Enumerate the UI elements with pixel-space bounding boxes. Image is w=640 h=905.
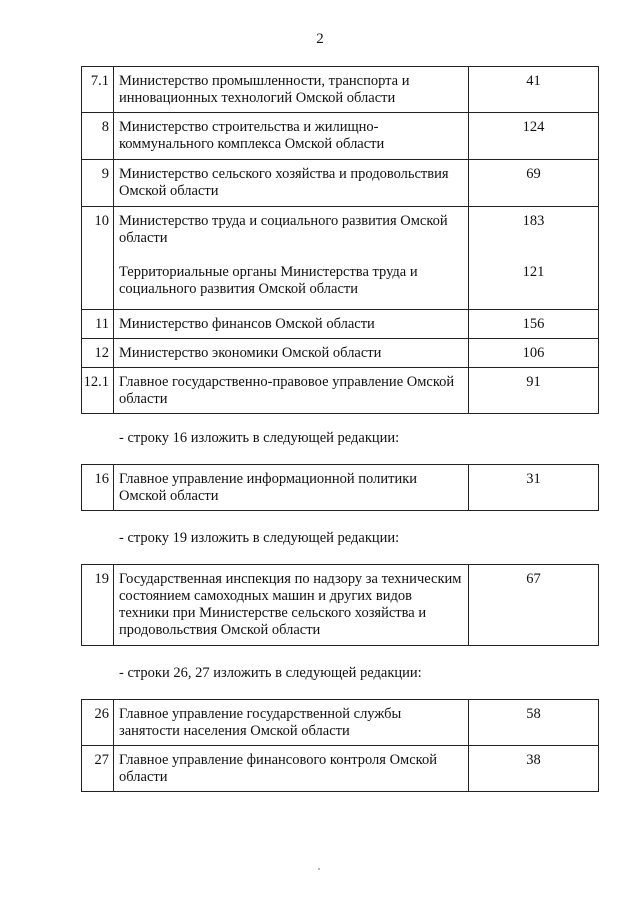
row-number: 16 [82, 465, 114, 511]
row-name: Министерство труда и социального развития Омской области [119, 213, 448, 246]
row-number: 10 [82, 207, 114, 310]
instruction-row-19: - строку 19 изложить в следующей редакции: [119, 530, 400, 546]
row-value: 124 [469, 113, 599, 160]
table-row [82, 207, 599, 310]
instruction-rows-26-27: - строки 26, 27 изложить в следующей редакции: [119, 665, 422, 681]
table-row-19 [81, 564, 599, 646]
row-name-group [114, 207, 469, 310]
row-value: 41 [469, 67, 599, 113]
row-number: 26 [82, 700, 114, 746]
table-rows-26-27 [81, 699, 599, 792]
table-row [82, 746, 599, 792]
table-main [81, 66, 599, 414]
instruction-row-16: - строку 16 изложить в следующей редакции: [119, 430, 400, 446]
table-row [82, 565, 599, 646]
table-row [82, 465, 599, 511]
table-row-16 [81, 464, 599, 511]
row-name: Главное управление финансового контроля Омской области [114, 746, 469, 792]
row-subname: Территориальные органы Министерства труда и социального развития Омской области [119, 264, 418, 297]
row-value: 156 [469, 310, 599, 339]
row-value: 91 [469, 368, 599, 414]
table-row [82, 113, 599, 160]
table-row [82, 368, 599, 414]
row-value: 69 [469, 160, 599, 207]
row-number: 12.1 [82, 368, 114, 414]
row-name: Министерство промышленности, транспорта и инновационных технологий Омской области [114, 67, 469, 113]
row-name: Главное управление государственной службы занятости населения Омской области [114, 700, 469, 746]
row-value: 31 [469, 465, 599, 511]
row-number: 12 [82, 339, 114, 368]
row-number: 19 [82, 565, 114, 646]
row-name: Министерство строительства и жилищно-коммунального комплекса Омской области [114, 113, 469, 160]
row-name: Главное управление информационной политики Омской области [114, 465, 469, 511]
page-number: 2 [316, 31, 324, 47]
row-value: 106 [469, 339, 599, 368]
row-value: 38 [469, 746, 599, 792]
table-row [82, 339, 599, 368]
table-row [82, 67, 599, 113]
table-row [82, 700, 599, 746]
row-name: Министерство экономики Омской области [114, 339, 469, 368]
row-number: 7.1 [82, 67, 114, 113]
row-value-group [469, 207, 599, 310]
table-row [82, 160, 599, 207]
row-name: Министерство сельского хозяйства и продовольствия Омской области [114, 160, 469, 207]
row-name: Главное государственно-правовое управление Омской области [114, 368, 469, 414]
row-number: 9 [82, 160, 114, 207]
row-value: 183 [522, 213, 545, 229]
row-name: Государственная инспекция по надзору за техническим состоянием самоходных машин и других видов техники при Министерстве сельского хозяйства и продовольствия Омской области [114, 565, 469, 646]
row-value: 58 [469, 700, 599, 746]
table-row [82, 310, 599, 339]
row-number: 8 [82, 113, 114, 160]
scan-speck [318, 868, 320, 870]
row-value: 67 [469, 565, 599, 646]
row-number: 11 [82, 310, 114, 339]
row-number: 27 [82, 746, 114, 792]
row-subvalue: 121 [522, 264, 545, 280]
row-name: Министерство финансов Омской области [114, 310, 469, 339]
